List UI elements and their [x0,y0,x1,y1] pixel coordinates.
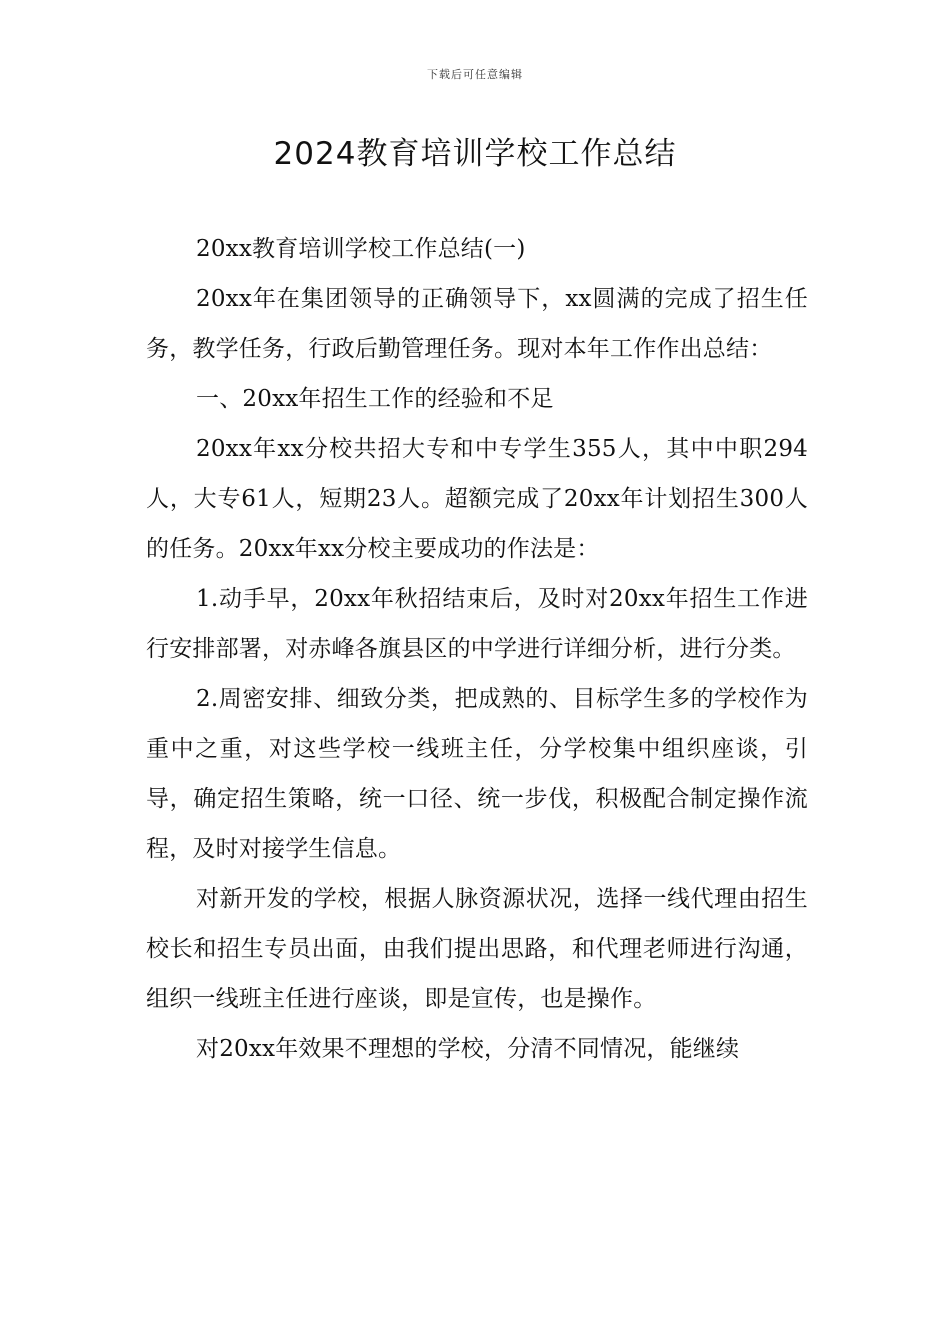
document-title: 2024教育培训学校工作总结 [273,136,677,172]
paragraph-underperforming-schools: 对20xx年效果不理想的学校，分清不同情况，能继续 [196,1036,740,1062]
paragraph-enrollment-stats: 20xx年xx分校共招大专和中专学生355人，其中中职294人，大专61人，短期23人。超额完成了20xx年计划招生300人的任务。20xx年xx分校主要成功的作法是： [146,436,808,562]
paragraph-point-2: 2.周密安排、细致分类，把成熟的、目标学生多的学校作为重中之重，对这些学校一线班主任，分学校集中组织座谈，引导，确定招生策略，统一口径、统一步伐，积极配合制定操作流程，及时对接学生信息。 [146,686,808,862]
paragraph-section-heading: 20xx教育培训学校工作总结(一) [196,236,526,262]
paragraph-subheading: 一、20xx年招生工作的经验和不足 [196,386,554,412]
paragraph-intro: 20xx年在集团领导的正确领导下，xx圆满的完成了招生任务，教学任务，行政后勤管理任务。现对本年工作作出总结： [146,286,808,362]
paragraph-new-schools: 对新开发的学校，根据人脉资源状况，选择一线代理由招生校长和招生专员出面，由我们提出思路，和代理老师进行沟通，组织一线班主任进行座谈，即是宣传，也是操作。 [146,886,808,1012]
paragraph-point-1: 1.动手早，20xx年秋招结束后，及时对20xx年招生工作进行安排部署，对赤峰各旗县区的中学进行详细分析，进行分类。 [146,586,808,662]
document-body [146,224,808,1074]
page-header-note: 下载后可任意编辑 [427,68,523,81]
